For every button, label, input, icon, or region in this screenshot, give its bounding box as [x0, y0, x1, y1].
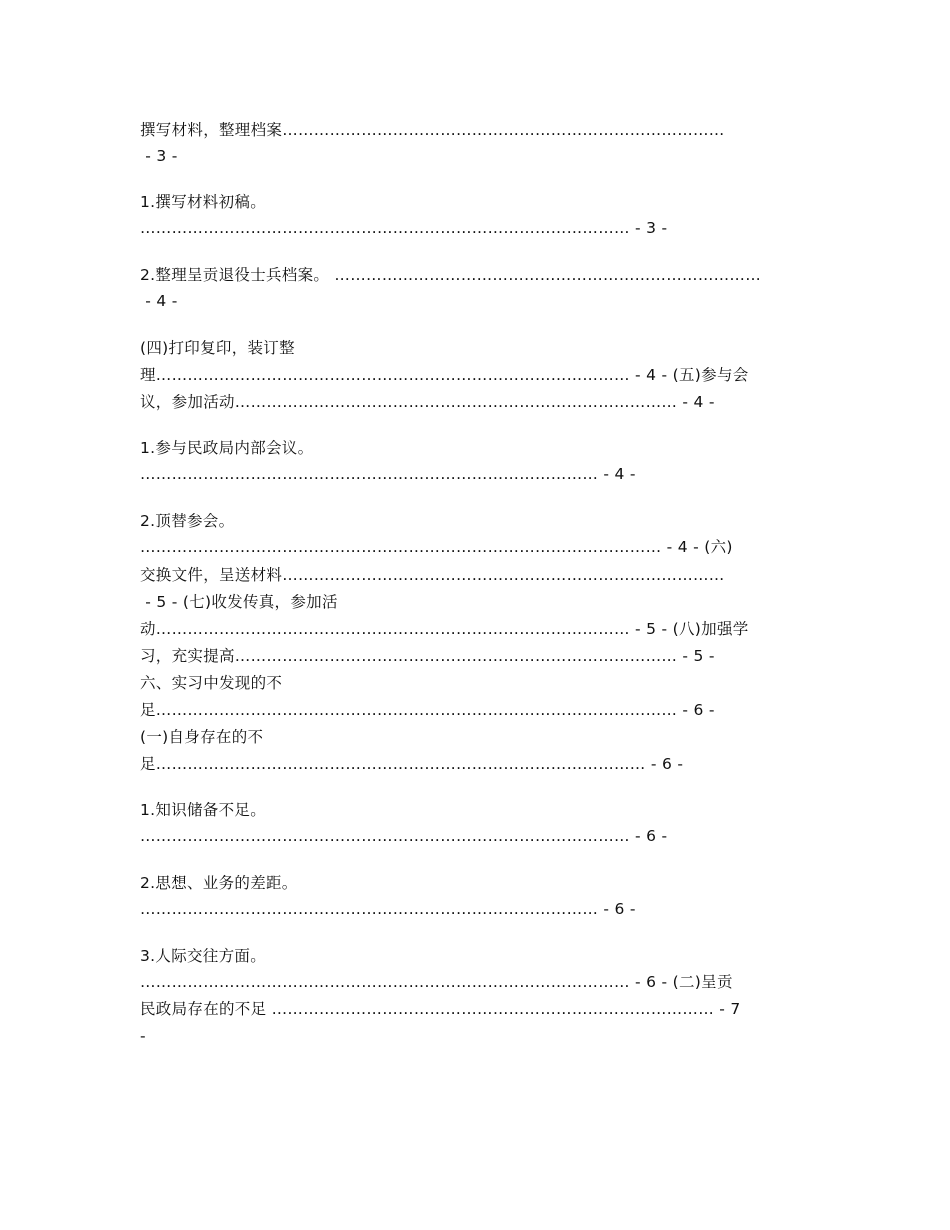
toc-line: 理……………………………………………………………………………… - 4 - (五)参与会: [140, 366, 749, 384]
toc-line: ……………………………………………………………………………………… - 4 - (六): [140, 538, 733, 556]
toc-line: 交换文件，呈送材料…………………………………………………………………………: [140, 566, 725, 584]
toc-line: (一)自身存在的不: [140, 728, 264, 746]
toc-line: 撰写材料，整理档案…………………………………………………………………………: [140, 121, 725, 139]
toc-leader: ………………………………………………………………………………… - 3 -: [140, 219, 668, 237]
toc-page-number: - 3 -: [140, 147, 178, 165]
toc-leader: …………………………………………………………………………… - 4 -: [140, 465, 636, 483]
toc-line: 足……………………………………………………………………………………… - 6 -: [140, 701, 715, 719]
toc-page-number: -: [140, 1027, 146, 1045]
toc-line: 六、实习中发现的不: [140, 674, 283, 692]
toc-line: 1.知识储备不足。: [140, 801, 266, 819]
toc-line: 2.思想、业务的差距。: [140, 874, 298, 892]
toc-line: 足………………………………………………………………………………… - 6 -: [140, 755, 684, 773]
toc-line: 习，充实提高………………………………………………………………………… - 5 -: [140, 647, 715, 665]
toc-line: 议，参加活动………………………………………………………………………… - 4 -: [140, 393, 715, 411]
toc-line: 3.人际交往方面。: [140, 947, 266, 965]
toc-line: 动……………………………………………………………………………… - 5 - (八)加强学: [140, 620, 749, 638]
toc-leader: …………………………………………………………………………… - 6 -: [140, 900, 636, 918]
toc-line: ………………………………………………………………………………… - 6 - (二)呈贡: [140, 973, 733, 991]
toc-line: 2.整理呈贡退役士兵档案。 ………………………………………………………………………: [140, 266, 762, 284]
toc-line: 1.参与民政局内部会议。: [140, 439, 314, 457]
toc-line: - 5 - (七)收发传真，参加活: [140, 593, 338, 611]
toc-leader: ………………………………………………………………………………… - 6 -: [140, 827, 668, 845]
toc-line: 民政局存在的不足 ………………………………………………………………………… - 7: [140, 1000, 741, 1018]
toc-line: 1.撰写材料初稿。: [140, 193, 266, 211]
toc-line: (四)打印复印，装订整: [140, 339, 295, 357]
toc-line: 2.顶替参会。: [140, 512, 235, 530]
toc-page-number: - 4 -: [140, 292, 178, 310]
